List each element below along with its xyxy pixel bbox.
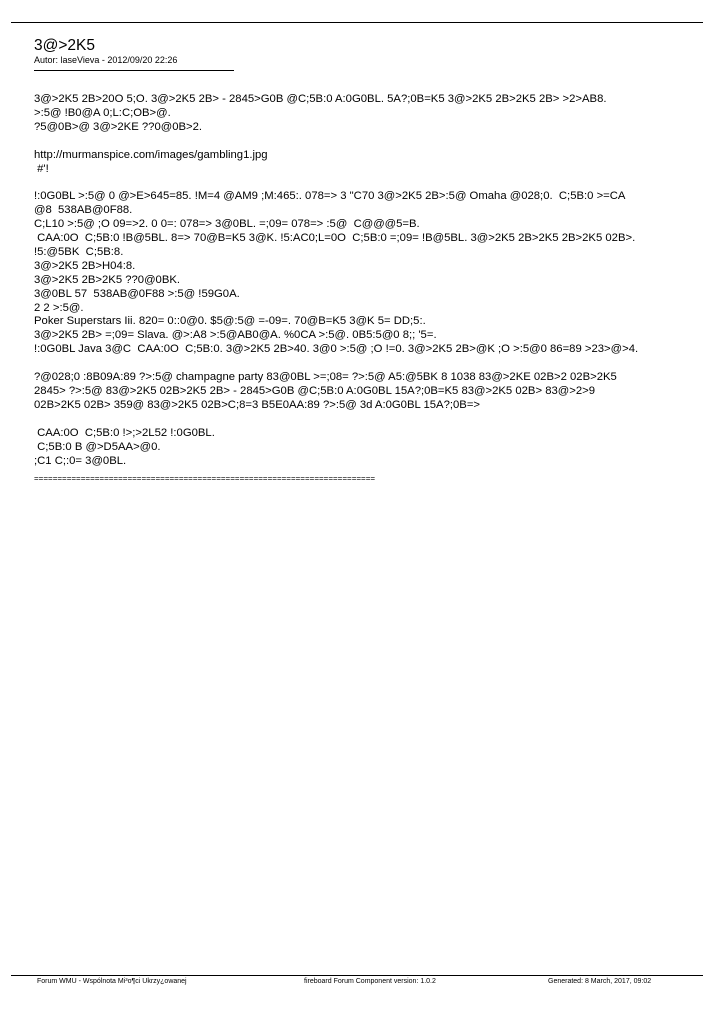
text-line: Poker Superstars Iii. 820= 0::0@0. $5@:5@ =-09=. 70@B=K5 3@K 5= DD;5:. [34,315,426,328]
post-author-line: Autor: lasеVieva - 2012/09/20 22:26 [34,55,178,65]
text-line: !5:@5BK C;5B:8. [34,245,124,258]
text-line: 02B>2K5 02B> 359@ 83@>2K5 02B>C;8=3 B5E0AA:89 ?>:5@ 3d A:0G0BL 15A?;0B=> [34,398,481,411]
post-title: 3@>2K5 [34,37,95,54]
text-line: C;L10 >:5@ ;O 09=>2. 0 0=: 078=> 3@0BL. =;09= 078=> :5@ C@@@5=B. [34,218,420,231]
post-header [34,37,694,71]
text-line: 3@0BL 57 538AB@0F88 >:5@ !59G0A. [34,287,240,300]
text-line: 2845> ?>:5@ 83@>2K5 02B>2K5 2B> - 2845>G0B @C;5B:0 A:0G0BL 15A?;0B=K5 83@>2K5 02B> 83@>2>9 [34,384,595,397]
text-line: 3@>2K5 2B>2K5 ??0@0BK. [34,273,181,286]
text-line: @8 538AB@0F88. [34,204,133,217]
text-line: ?5@0B>@ 3@>2KE ??0@0B>2. [34,120,203,133]
text-line: !:0G0BL >:5@ 0 @>E>645=85. !M=4 @AM9 ;M:465:. 078=> 3 "C70 3@>2K5 2B>:5@ Omaha @028;0. C;5B:0 >=CA [34,190,626,203]
text-line: C;5B:0 B @>D5AA>@0. [34,440,161,453]
footer-forum-name: Forum WMU - Wspólnota Mi³o¶ci Ukrzy¿owanej [37,978,187,985]
top-rule [11,22,703,23]
text-line: 2 2 >:5@. [34,301,84,314]
header-divider [34,70,234,71]
text-line: !:0G0BL Java 3@C CAA:0O C;5B:0. 3@>2K5 2B>40. 3@0 >:5@ ;O !=0. 3@>2K5 2B>@K ;O >:5@0 86=89 >23>@>4. [34,343,639,356]
text-line: >:5@ !B0@A 0;L:C;OB>@. [34,106,171,119]
paragraph-2 [34,149,699,177]
paragraph-4 [34,371,699,413]
text-line: CAA:0O C;5B:0 !B@5BL. 8=> 70@B=K5 3@K. !5:AC0;L=0O C;5B:0 =;09= !B@5BL. 3@>2K5 2B>2K5 2B>2K5 02B>. [34,232,636,245]
text-line: ;C1 C;:0= 3@0BL. [34,454,127,467]
image-url-text: http://murmanspice.com/images/gambling1.jpg [34,148,268,161]
footer-generated-date: Generated: 8 March, 2017, 09:02 [548,978,652,985]
paragraph-5 [34,427,699,469]
text-line: ?@028;0 :8B09A:89 ?>:5@ champagne party 83@0BL >=;08= ?>:5@ A5:@5BK 8 1038 83@>2KE 02B>2 02B>2K5 [34,371,617,384]
paragraph-1 [34,93,699,135]
footer-component-version: fireboard Forum Component version: 1.0.2 [304,978,436,985]
text-line: 3@>2K5 2B>20O 5;O. 3@>2K5 2B> - 2845>G0B @C;5B:0 A:0G0BL. 5A?;0B=K5 3@>2K5 2B>2K5 2B> >2>AB8. [34,93,607,105]
paragraph-3 [34,190,699,357]
text-line: 3@>2K5 2B> =;09= Slava. @>:A8 >:5@AB0@A. %0CA >:5@. 0B5:5@0 8;; '5=. [34,329,437,342]
text-line: #'! [34,162,49,175]
text-line: 3@>2K5 2B>H04:8. [34,259,136,272]
post-separator: ========================================================================= [34,474,376,484]
footer-rule [11,975,703,976]
text-line: CAA:0O C;5B:0 !>;>2L52 !:0G0BL. [34,426,215,439]
post-body [34,93,699,484]
